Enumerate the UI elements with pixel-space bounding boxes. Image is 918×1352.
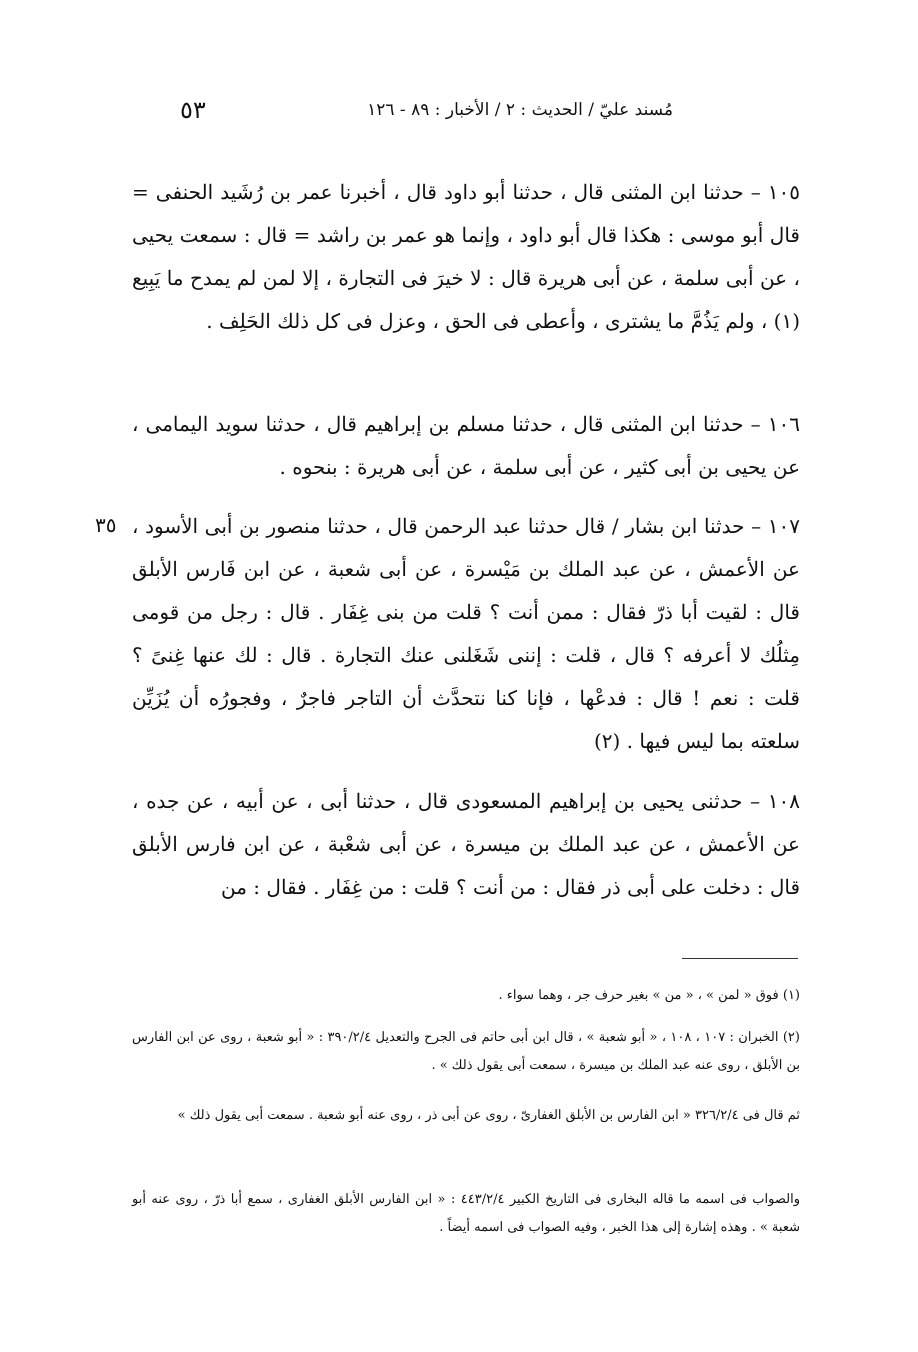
margin-line-number: ٣٥ (95, 513, 117, 537)
footnote-1: (١) فوق « لمن » ، « من » بغير حرف جر ، وهما سواء . (498, 988, 800, 1003)
running-title: مُسند عليّ / الحديث : ٢ / الأخبار : ٨٩ - ١٢٦ (367, 100, 673, 120)
page-number: ٥٣ (180, 96, 206, 124)
footnote-2-correction: والصواب فى اسمه ما قاله البخارى فى التاريخ الكبير ٤٤٣/٢/٤ : « ابن الفارس الأبلق الغفارى ، سمع أبا ذرّ ، روى عنه أبو شعبة » . وهذه إشارة إلى هذا الخبر ، وفيه الصواب فى اسمه أيضاً . (132, 1192, 800, 1235)
hadith-paragraph-106: ١٠٦ – حدثنا ابن المثنى قال ، حدثنا مسلم بن إبراهيم قال ، حدثنا سويد اليمامى ، عن يحيى بن أبى كثير ، عن أبى سلمة ، عن أبى هريرة : بنحوه . (132, 412, 800, 479)
footnote-2-continued: ثم قال فى ٣٢٦/٢/٤ « ابن الفارس بن الأبلق الغفارىّ ، روى عن أبى ذر ، روى عنه أبو شعبة . سمعت أبى يقول ذلك » (177, 1108, 800, 1123)
hadith-paragraph-105: ١٠٥ – حدثنا ابن المثنى قال ، حدثنا أبو داود قال ، أخبرنا عمر بن رُشَيد الحنفى = قال أبو موسى : هكذا قال أبو داود ، وإنما هو عمر بن راشد = قال : سمعت يحيى ، عن أبى سلمة ، عن أبى هريرة قال : لا خيرَ فى التجارة ، إلا لمن لم يمدح ما يَبِيع (١) ، ولم يَذُمَّ ما يشترى ، وأعطى فى الحق ، وعزل فى كل ذلك الحَلِف . (132, 180, 800, 333)
footnote-divider (682, 958, 798, 959)
hadith-paragraph-107: ١٠٧ – حدثنا ابن بشار / قال حدثنا عبد الرحمن قال ، حدثنا منصور بن أبى الأسود ، عن الأعمش ، عن عبد الملك بن مَيْسرة ، عن أبى شعبة ، عن ابن فَارس الأبلق قال : لقيت أبا ذرّ فقال : ممن أنت ؟ قلت من بنى غِفَار . قال : رجل من قومى مِثلُك لا أعرفه ؟ قال ، قلت : إننى شَغَلنى عنك التجارة . قال : لك عنها غِنىً ؟ قلت : نعم ! قال : فدعْها ، فإنا كنا نتحدَّث أن التاجر فاجرٌ ، وفجورُه أن يُزَيِّن سلعته بما ليس فيها . (٢) (132, 514, 800, 753)
hadith-paragraph-108: ١٠٨ – حدثنى يحيى بن إبراهيم المسعودى قال ، حدثنا أبى ، عن أبيه ، عن جده ، عن الأعمش ، عن عبد الملك بن ميسرة ، عن أبى شعْبة ، عن ابن فارس الأبلق قال : دخلت على أبى ذر فقال : من أنت ؟ قلت : من غِفَار . فقال : من (132, 789, 800, 899)
footnote-2: (٢) الخبران : ١٠٧ ، ١٠٨ ، « أبو شعبة » ، قال ابن أبى حاتم فى الجرح والتعديل ٣٩٠/٢/٤ : « أبو شعبة ، روى عن ابن الفارس بن الأبلق ، روى عنه عبد الملك بن ميسرة ، سمعت أبى يقول ذلك » . (132, 1030, 800, 1073)
